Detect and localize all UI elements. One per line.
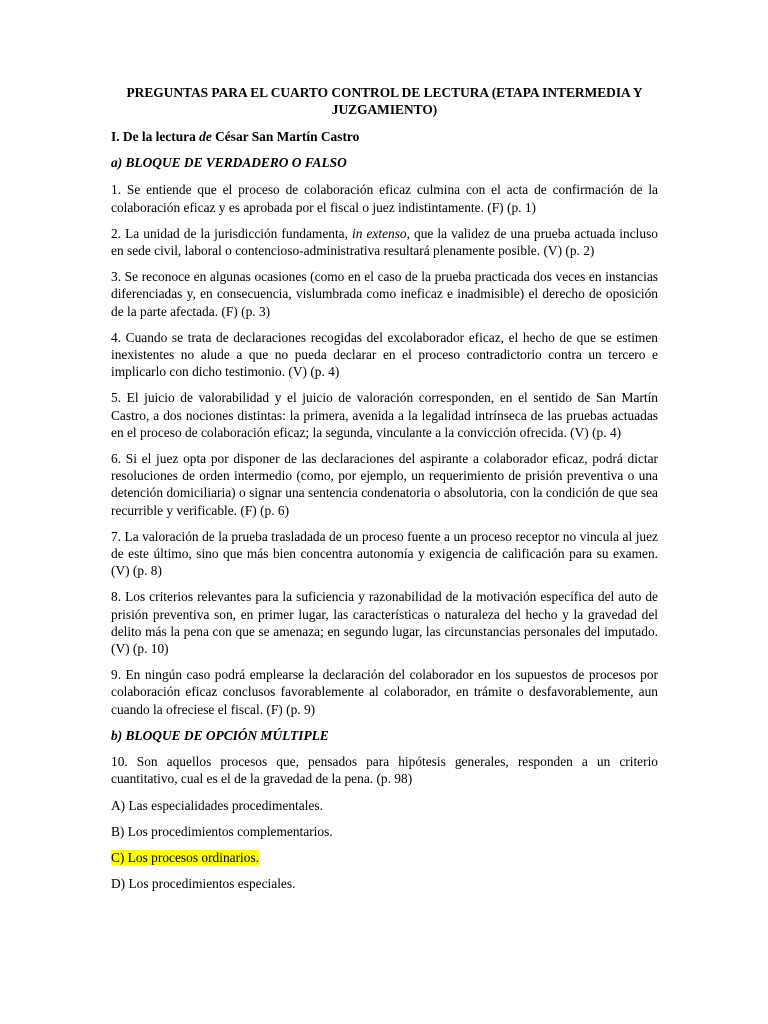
option-c — [111, 849, 658, 866]
question-3: 3. Se reconoce en algunas ocasiones (como en el caso de la prueba practicada dos veces en instancias diferenciadas y, en consecuencia, vislumbrada como ineficaz e inadmisible) el derecho de oposición de la parte afectada. (F) (p. 3) — [111, 269, 658, 319]
section-heading — [111, 128, 658, 145]
question-2-before: 2. La unidad de la jurisdicción fundamenta, — [111, 225, 353, 241]
section-prefix: I. De la lectura — [111, 129, 200, 144]
section-italic-word: de — [199, 129, 212, 144]
option-d: D) Los procedimientos especiales. — [111, 876, 296, 892]
question-7: 7. La valoración de la prueba trasladada de un proceso fuente a un proceso receptor no vincula al juez de este último, sino que más bien concentra autonomía y exigencia de calificación para su examen. (V) (p. 8) — [111, 528, 658, 579]
option-a: A) Las especialidades procedimentales. — [111, 797, 323, 813]
block-b-heading: b) BLOQUE DE OPCIÓN MÚLTIPLE — [111, 727, 329, 743]
question-5: 5. El juicio de valorabilidad y el juicio de valoración corresponden, en el sentido de San Martín Castro, a dos nociones distintas: la primera, avenida a la legalidad intrínseca de las pruebas actuadas en el proceso de colaboración eficaz; la segunda, vinculante a la convicción ofrecida. (V) (p. 4) — [111, 390, 658, 440]
question-2-italic: in extenso — [352, 225, 407, 241]
question-8: 8. Los criterios relevantes para la suficiencia y razonabilidad de la motivación específica del auto de prisión preventiva son, en primer lugar, las características o naturaleza del hecho y la gravedad del delito más la pena con que se amenaza; en segundo lugar, las circunstancias personales del imputado. (V) (p. 10) — [111, 589, 658, 657]
section-author: César San Martín Castro — [211, 129, 360, 144]
question-10: 10. Son aquellos procesos que, pensados para hipótesis generales, responden a un criterio cuantitativo, cual es el de la gravedad de la pena. (p. 98) — [111, 754, 658, 787]
question-2-after: , que la validez de una prueba actuada incluso en sede civil, laboral o contencioso-administrativa resultará plenamente posible. (V) (p. 2) — [111, 225, 658, 259]
question-4: 4. Cuando se trata de declaraciones recogidas del excolaborador eficaz, el hecho de que se estimen inexistentes no alude a que no pueda declarar en el proceso contradictorio contra un tercero e implicarlo con dicho testimonio. (V) (p. 4) — [111, 329, 658, 380]
question-6: 6. Si el juez opta por disponer de las declaraciones del aspirante a colaborador eficaz, podrá dictar resoluciones de orden intermedio (como, por ejemplo, un requerimiento de prisión preventiva o una detención domiciliaria) o signar una sentencia condenatoria o absolutoria, con la condición de que sea recurrible y verificable. (F) (p. 6) — [111, 451, 658, 518]
question-2 — [111, 225, 658, 259]
option-b: B) Los procedimientos complementarios. — [111, 823, 333, 839]
question-1: 1. Se entiende que el proceso de colaboración eficaz culmina con el acta de confirmación de la colaboración eficaz y es aprobada por el fiscal o juez indistintamente. (F) (p. 1) — [111, 182, 658, 215]
block-a-heading: a) BLOQUE DE VERDADERO O FALSO — [111, 155, 347, 171]
question-9: 9. En ningún caso podrá emplearse la declaración del colaborador en los supuestos de procesos por colaboración eficaz conclusos favorablemente al colaborador, en trámite o desfavorablemente, aun cuando la ofreciese el fiscal. (F) (p. 9) — [111, 667, 658, 717]
option-c-highlighted: C) Los procesos ordinarios. — [111, 849, 260, 865]
document-title: PREGUNTAS PARA EL CUARTO CONTROL DE LECTURA (ETAPA INTERMEDIA Y JUZGAMIENTO) — [126, 85, 643, 117]
